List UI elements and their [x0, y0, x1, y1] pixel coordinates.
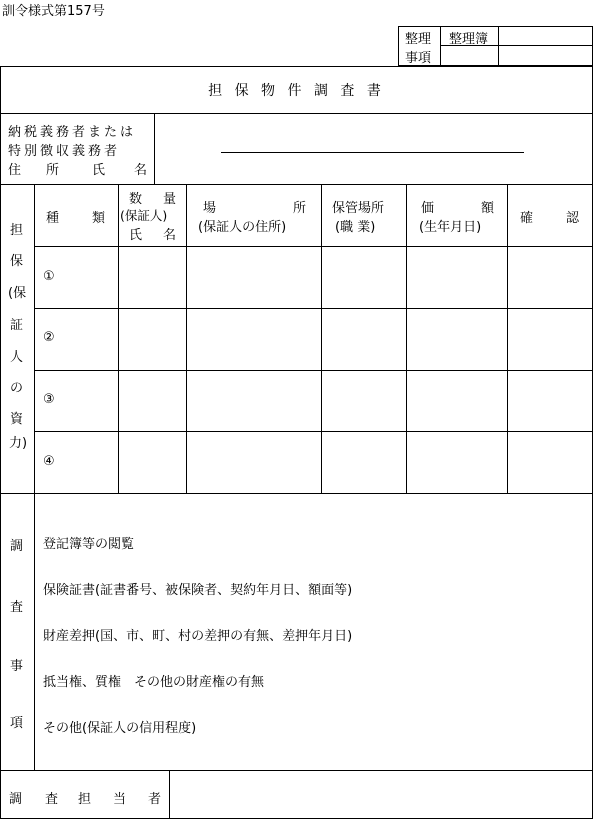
side-char: 証 — [10, 318, 24, 333]
taxpayer-entry-line[interactable] — [221, 152, 524, 153]
officer-entry-field[interactable] — [171, 772, 591, 817]
header-qty-a: 数 — [129, 192, 143, 207]
header-qty-name-a: 氏 — [129, 228, 143, 243]
header-qty-b: 量 — [163, 192, 177, 207]
header-value-b: 額 — [481, 201, 495, 216]
filing-label-line2: 事項 — [405, 51, 432, 66]
register-label: 整理簿 — [449, 32, 489, 47]
row-number: ③ — [43, 392, 55, 407]
row-number: ② — [43, 330, 55, 345]
side-char: 保 — [10, 254, 24, 269]
header-qty-name-b: 名 — [163, 228, 177, 243]
row-number: ④ — [43, 454, 55, 469]
header-type-a: 種 — [46, 211, 60, 226]
header-value-birthdate: (生年月日) — [419, 220, 482, 235]
header-confirm-b: 認 — [566, 211, 580, 226]
investigation-item-insurance: 保険証書(証書番号、被保険者、契約年月日、額面等) — [43, 583, 353, 598]
investigation-side-char: 調 — [10, 539, 24, 554]
side-char: 人 — [10, 350, 24, 365]
side-char: 力) — [9, 436, 28, 451]
officer-label-char: 当 — [113, 792, 127, 807]
header-confirm-a: 確 — [520, 211, 534, 226]
filing-label-line1: 整理 — [405, 32, 432, 47]
side-char: (保 — [8, 286, 27, 301]
side-char: の — [10, 381, 24, 396]
row-number: ① — [43, 269, 55, 284]
header-storage: 保管場所 — [332, 201, 385, 216]
form-frame — [0, 66, 593, 819]
officer-label-char: 調 — [9, 792, 23, 807]
document-title: 担 保 物 件 調 査 書 — [208, 83, 385, 99]
header-place-b: 所 — [293, 201, 307, 216]
investigation-item-seizure: 財産差押(国、市、町、村の差押の有無、差押年月日) — [43, 629, 353, 644]
header-qty-guarantor: (保証人) — [120, 208, 168, 223]
header-value-a: 価 — [421, 201, 435, 216]
form-number: 訓令様式第157号 — [2, 4, 105, 19]
investigation-item-other: その他(保証人の信用程度) — [43, 721, 197, 736]
investigation-side-char: 事 — [10, 659, 24, 674]
investigation-side-char: 項 — [10, 716, 24, 731]
officer-label-char: 者 — [148, 792, 162, 807]
header-type-b: 類 — [92, 211, 106, 226]
taxpayer-label-address-b: 所 — [46, 163, 60, 178]
officer-label-char: 担 — [78, 792, 92, 807]
investigation-side-char: 査 — [10, 600, 24, 615]
investigation-item-mortgage: 抵当権、質権 その他の財産権の有無 — [43, 675, 265, 690]
side-char: 担 — [10, 223, 24, 238]
taxpayer-label-name-a: 氏 — [92, 163, 106, 178]
taxpayer-label-line1: 納税義務者または — [8, 125, 137, 140]
header-storage-occupation: (職 業) — [335, 220, 376, 235]
officer-label-char: 査 — [45, 792, 59, 807]
taxpayer-label-line2: 特別徴収義務者 — [8, 144, 121, 159]
header-place-a: 場 — [203, 201, 217, 216]
investigation-item-registry: 登記簿等の閲覧 — [43, 537, 135, 552]
side-char: 資 — [10, 412, 24, 427]
taxpayer-label-address-a: 住 — [8, 163, 22, 178]
header-place-address: (保証人の住所) — [198, 220, 287, 235]
taxpayer-label-name-b: 名 — [134, 163, 148, 178]
